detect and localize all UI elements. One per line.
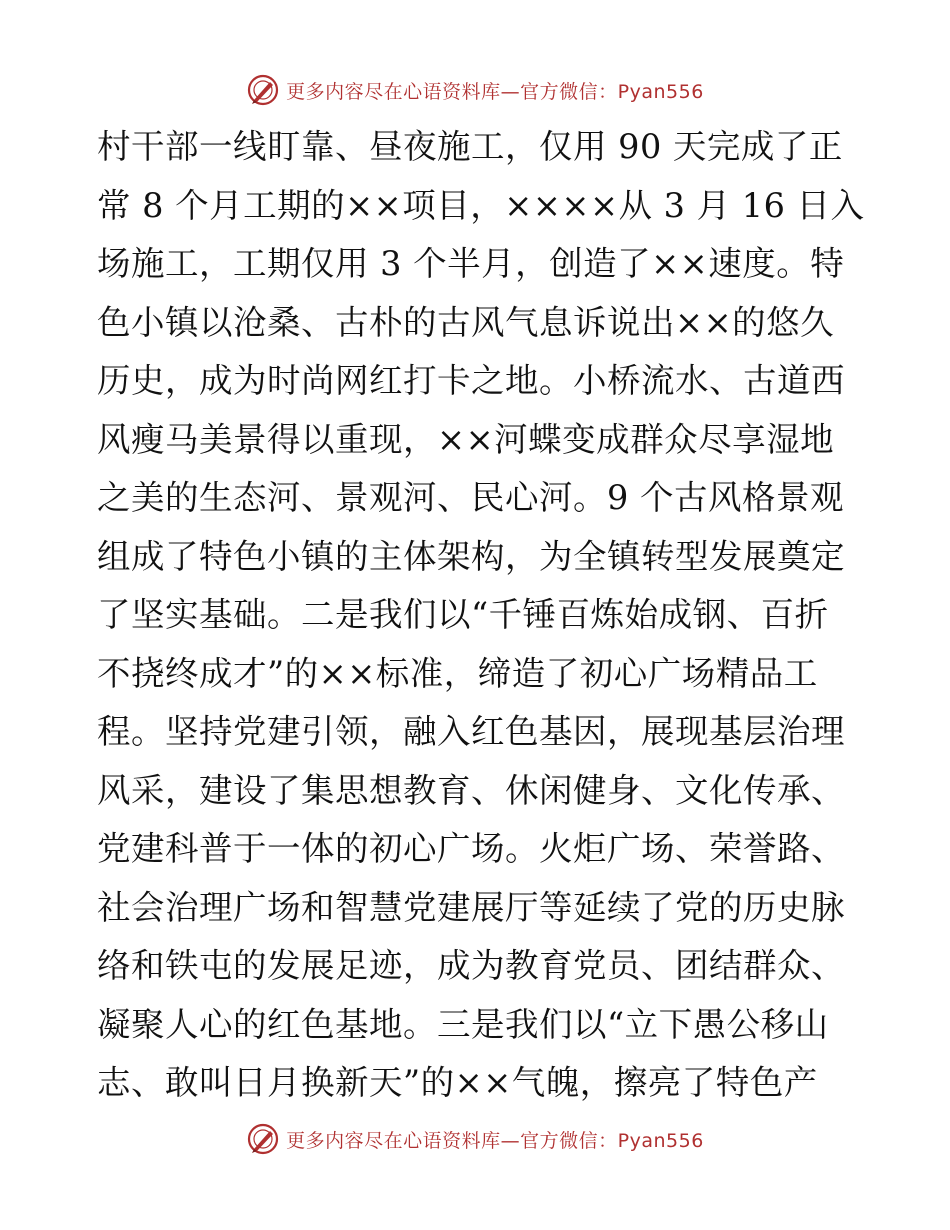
- body-line: 程。坚持党建引领，融入红色基因，展现基层治理: [97, 712, 845, 751]
- footer-banner-text: 更多内容尽在心语资料库—官方微信：Pyan556: [286, 1129, 704, 1152]
- body-line: 党建科普于一体的初心广场。火炬广场、荣誉路、: [97, 829, 845, 868]
- body-line: 志、敢叫日月换新天”的××气魄，擦亮了特色产: [97, 1063, 818, 1102]
- body-line: 历史，成为时尚网红打卡之地。小桥流水、古道西: [97, 361, 845, 400]
- pen-seal-icon: [246, 1122, 280, 1156]
- footer-banner: [0, 1119, 950, 1159]
- pen-seal-icon: [246, 73, 280, 107]
- body-line: 场施工，工期仅用 3 个半月，创造了××速度。特: [97, 244, 845, 283]
- header-banner: [0, 70, 950, 110]
- body-line: 常 8 个月工期的××项目，××××从 3 月 16 日入: [97, 185, 865, 225]
- body-line: 不挠终成才”的××标准，缔造了初心广场精品工: [97, 653, 818, 693]
- body-line: 色小镇以沧桑、古朴的古风气息诉说出××的悠久: [97, 302, 835, 342]
- body-line: 之美的生态河、景观河、民心河。9 个古风格景观: [97, 478, 844, 517]
- body-line: 村干部一线盯靠、昼夜施工，仅用 90 天完成了正: [97, 127, 843, 166]
- document-body: [97, 118, 865, 1113]
- body-line: 社会治理广场和智慧党建展厅等延续了党的历史脉: [97, 887, 845, 927]
- body-line: 凝聚人心的红色基地。三是我们以“立下愚公移山: [97, 1004, 829, 1044]
- body-line: 了坚实基础。二是我们以“千锤百炼始成钢、百折: [97, 595, 829, 634]
- body-line: 组成了特色小镇的主体架构，为全镇转型发展奠定: [97, 536, 845, 576]
- body-line: 络和铁屯的发展足迹，成为教育党员、团结群众、: [97, 946, 845, 985]
- header-banner-text: 更多内容尽在心语资料库—官方微信：Pyan556: [286, 80, 704, 103]
- body-line: 风瘦马美景得以重现，××河蝶变成群众尽享湿地: [97, 419, 835, 459]
- body-line: 风采，建设了集思想教育、休闲健身、文化传承、: [97, 770, 845, 810]
